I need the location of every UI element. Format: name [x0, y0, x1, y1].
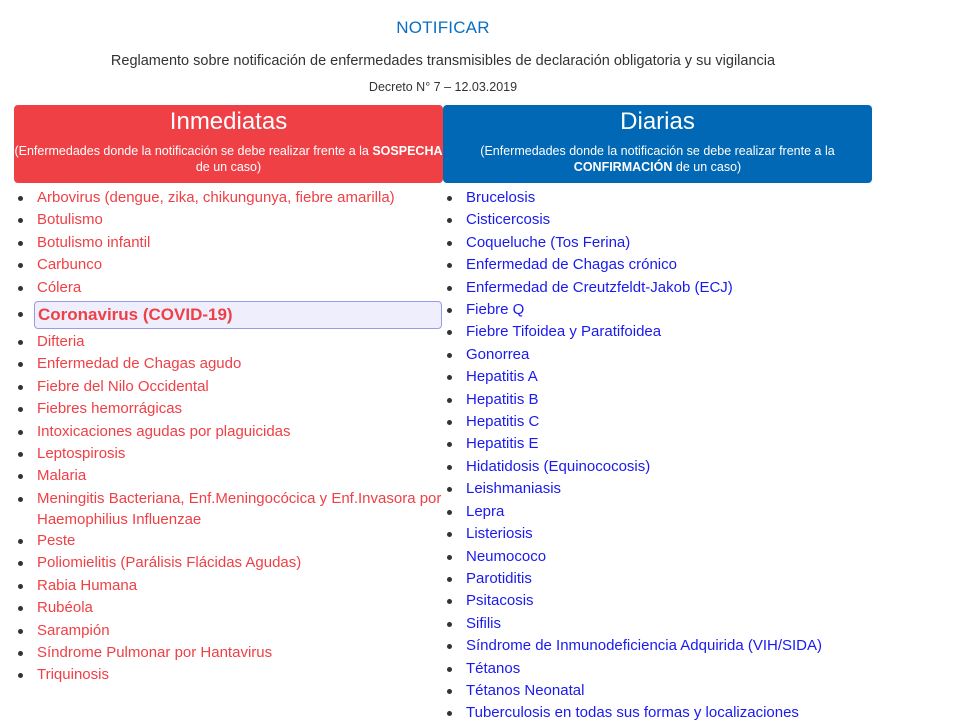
inmediatas-list-item: [14, 376, 443, 398]
bullet-icon: [447, 196, 452, 201]
diarias-item-link[interactable]: Hepatitis C: [466, 413, 540, 431]
diarias-list-item: [443, 478, 872, 500]
inmediatas-item-link[interactable]: Coronavirus (COVID-19): [34, 301, 442, 329]
diarias-list-item: [443, 590, 872, 612]
inmediatas-item-link[interactable]: Rabia Humana: [37, 576, 138, 594]
inmediatas-desc-post: de un caso): [195, 160, 262, 174]
diarias-header: [443, 105, 872, 183]
diarias-item-link[interactable]: Listeriosis: [466, 525, 533, 543]
diarias-list-item: [443, 209, 872, 231]
inmediatas-list-item: [14, 353, 443, 375]
diarias-list-item: [443, 277, 872, 299]
inmediatas-item-link[interactable]: Sarampión: [37, 621, 110, 639]
inmediatas-list-item: [14, 232, 443, 254]
bullet-icon: [447, 689, 452, 694]
bullet-icon: [18, 362, 23, 367]
inmediatas-item-link[interactable]: Fiebres hemorrágicas: [37, 400, 183, 418]
page-title: NOTIFICAR: [396, 18, 490, 37]
inmediatas-item-link[interactable]: Arbovirus (dengue, zika, chikungunya, fiebre amarilla): [37, 189, 395, 206]
bullet-icon: [447, 599, 452, 604]
diarias-list-item: [443, 523, 872, 545]
diarias-list: [443, 187, 872, 725]
inmediatas-item-link[interactable]: Fiebre del Nilo Occidental: [37, 377, 209, 395]
inmediatas-item-link[interactable]: Malaria: [37, 467, 87, 485]
bullet-icon: [18, 474, 23, 479]
page-subtitle: Reglamento sobre notificación de enfermedades transmisibles de declaración obligatoria y su vigilancia: [110, 53, 776, 69]
diarias-title: Diarias: [620, 108, 695, 135]
diarias-list-item: [443, 702, 872, 724]
diarias-item-link[interactable]: Parotiditis: [466, 569, 532, 587]
inmediatas-item-link[interactable]: Cólera: [37, 278, 82, 296]
bullet-icon: [447, 420, 452, 425]
diarias-item-link[interactable]: Hepatitis E: [466, 435, 539, 453]
diarias-list-item: [443, 546, 872, 568]
diarias-list-item: [443, 411, 872, 433]
bullet-icon: [447, 442, 452, 447]
diarias-list-item: [443, 635, 872, 657]
diarias-item-link[interactable]: Hidatidosis (Equinococosis): [466, 457, 651, 475]
diarias-item-link[interactable]: Hepatitis A: [466, 368, 538, 386]
diarias-item-link[interactable]: Tétanos Neonatal: [466, 681, 585, 699]
diarias-list-item: [443, 501, 872, 523]
inmediatas-list-item: [14, 552, 443, 574]
inmediatas-list-item: [14, 443, 443, 465]
diarias-list-item: [443, 658, 872, 680]
diarias-list-item: [443, 232, 872, 254]
diarias-item-link[interactable]: Fiebre Q: [466, 301, 525, 319]
bullet-icon: [18, 407, 23, 412]
bullet-icon: [18, 497, 23, 502]
inmediatas-list-item: [14, 620, 443, 642]
inmediatas-item-link[interactable]: Meningitis Bacteriana, Enf.Meningocócica y Enf.Invasora por Haemophilius Influenzae: [37, 489, 442, 528]
decree-label: Decreto N° 7 – 12.03.2019: [368, 80, 518, 94]
inmediatas-item-link[interactable]: Botulismo infantil: [37, 233, 151, 251]
bullet-icon: [447, 577, 452, 582]
diarias-item-link[interactable]: Psitacosis: [466, 592, 534, 610]
inmediatas-list-item: [14, 398, 443, 420]
bullet-icon: [18, 263, 23, 268]
inmediatas-list: [14, 187, 443, 687]
bullet-icon: [447, 218, 452, 223]
inmediatas-list-item: [14, 299, 443, 331]
diarias-desc-pre: (Enfermedades donde la notificación se debe realizar frente a la: [480, 144, 835, 158]
inmediatas-desc-pre: (Enfermedades donde la notificación se debe realizar frente a la: [14, 144, 373, 158]
bullet-icon: [18, 606, 23, 611]
bullet-icon: [18, 196, 23, 201]
inmediatas-desc-bold: SOSPECHA: [372, 144, 443, 158]
bullet-icon: [447, 555, 452, 560]
bullet-icon: [447, 487, 452, 492]
inmediatas-list-item: [14, 488, 443, 530]
diarias-item-link[interactable]: Leishmaniasis: [466, 480, 562, 498]
inmediatas-list-item: [14, 597, 443, 619]
diarias-description: [443, 143, 872, 175]
diarias-item-link[interactable]: Tétanos: [466, 659, 521, 677]
diarias-item-link[interactable]: Coqueluche (Tos Ferina): [466, 233, 631, 251]
inmediatas-list-item: [14, 187, 443, 209]
diarias-list-item: [443, 366, 872, 388]
bullet-icon: [447, 711, 452, 716]
inmediatas-item-link[interactable]: Intoxicaciones agudas por plaguicidas: [37, 422, 291, 440]
diarias-list-item: [443, 613, 872, 635]
bullet-icon: [447, 644, 452, 649]
bullet-icon: [447, 241, 452, 246]
inmediatas-list-item: [14, 421, 443, 443]
diarias-list-item: [443, 344, 872, 366]
diarias-desc-bold: CONFIRMACIÓN: [573, 160, 673, 174]
diarias-item-link[interactable]: Cisticercosis: [466, 211, 551, 229]
bullet-icon: [447, 330, 452, 335]
diarias-item-link[interactable]: Sifilis: [466, 614, 502, 632]
bullet-icon: [18, 561, 23, 566]
diarias-list-item: [443, 568, 872, 590]
bullet-icon: [447, 286, 452, 291]
inmediatas-item-link[interactable]: Peste: [37, 531, 76, 549]
bullet-icon: [18, 673, 23, 678]
diarias-item-link[interactable]: Enfermedad de Chagas crónico: [466, 256, 677, 274]
inmediatas-item-link[interactable]: Enfermedad de Chagas agudo: [37, 355, 242, 373]
inmediatas-list-item: [14, 642, 443, 664]
bullet-icon: [18, 430, 23, 435]
inmediatas-item-link[interactable]: Poliomielitis (Parálisis Flácidas Agudas): [37, 554, 302, 572]
diarias-list-item: [443, 321, 872, 343]
bullet-icon: [18, 651, 23, 656]
inmediatas-list-item: [14, 331, 443, 353]
inmediatas-list-item: [14, 254, 443, 276]
bullet-icon: [447, 622, 452, 627]
inmediatas-item-link[interactable]: Triquinosis: [37, 666, 109, 684]
bullet-icon: [447, 308, 452, 313]
diarias-item-link[interactable]: Gonorrea: [466, 345, 530, 363]
bullet-icon: [18, 452, 23, 457]
bullet-icon: [18, 241, 23, 246]
inmediatas-item-link[interactable]: Rubéola: [37, 599, 93, 617]
diarias-item-link[interactable]: Enfermedad de Creutzfeldt-Jakob (ECJ): [466, 278, 733, 296]
diarias-item-link[interactable]: Síndrome de Inmunodeficiencia Adquirida (VIH/SIDA): [466, 637, 823, 655]
inmediatas-header: [14, 105, 443, 183]
diarias-item-link[interactable]: Neumococo: [466, 547, 547, 565]
bullet-icon: [447, 375, 452, 380]
inmediatas-list-item: [14, 209, 443, 231]
inmediatas-list-item: [14, 664, 443, 686]
bullet-icon: [447, 465, 452, 470]
bullet-icon: [18, 286, 23, 291]
inmediatas-list-item: [14, 465, 443, 487]
inmediatas-column: [14, 105, 443, 687]
diarias-list-item: [443, 389, 872, 411]
inmediatas-list-item: [14, 575, 443, 597]
diarias-list-item: [443, 433, 872, 455]
bullet-icon: [18, 218, 23, 223]
bullet-icon: [18, 584, 23, 589]
inmediatas-item-link[interactable]: Botulismo: [37, 211, 103, 229]
bullet-icon: [447, 398, 452, 403]
inmediatas-title: Inmediatas: [169, 108, 288, 135]
diarias-item-link[interactable]: Hepatitis B: [466, 390, 539, 408]
diarias-item-link[interactable]: Lepra: [466, 502, 505, 520]
bullet-icon: [447, 510, 452, 515]
diarias-item-link[interactable]: Brucelosis: [466, 189, 536, 206]
inmediatas-item-link[interactable]: Carbunco: [37, 256, 103, 274]
diarias-list-item: [443, 187, 872, 209]
bullet-icon: [447, 263, 452, 268]
bullet-icon: [18, 340, 23, 345]
diarias-item-link[interactable]: Tuberculosis en todas sus formas y localizaciones: [466, 704, 799, 722]
inmediatas-item-link[interactable]: Difteria: [37, 333, 85, 351]
bullet-icon: [447, 532, 452, 537]
inmediatas-item-link[interactable]: Síndrome Pulmonar por Hantavirus: [37, 643, 273, 661]
diarias-desc-post: de un caso): [672, 160, 742, 174]
bullet-icon: [18, 385, 23, 390]
inmediatas-item-link[interactable]: Leptospirosis: [37, 445, 126, 463]
inmediatas-list-item: [14, 530, 443, 552]
diarias-column: [443, 105, 872, 725]
bullet-icon: [18, 629, 23, 634]
bullet-icon: [447, 667, 452, 672]
inmediatas-list-item: [14, 277, 443, 299]
diarias-list-item: [443, 680, 872, 702]
bullet-icon: [18, 312, 23, 317]
diarias-list-item: [443, 254, 872, 276]
bullet-icon: [447, 353, 452, 358]
diarias-list-item: [443, 299, 872, 321]
diarias-list-item: [443, 456, 872, 478]
inmediatas-description: [14, 143, 443, 175]
bullet-icon: [18, 539, 23, 544]
diarias-item-link[interactable]: Fiebre Tifoidea y Paratifoidea: [466, 323, 662, 341]
